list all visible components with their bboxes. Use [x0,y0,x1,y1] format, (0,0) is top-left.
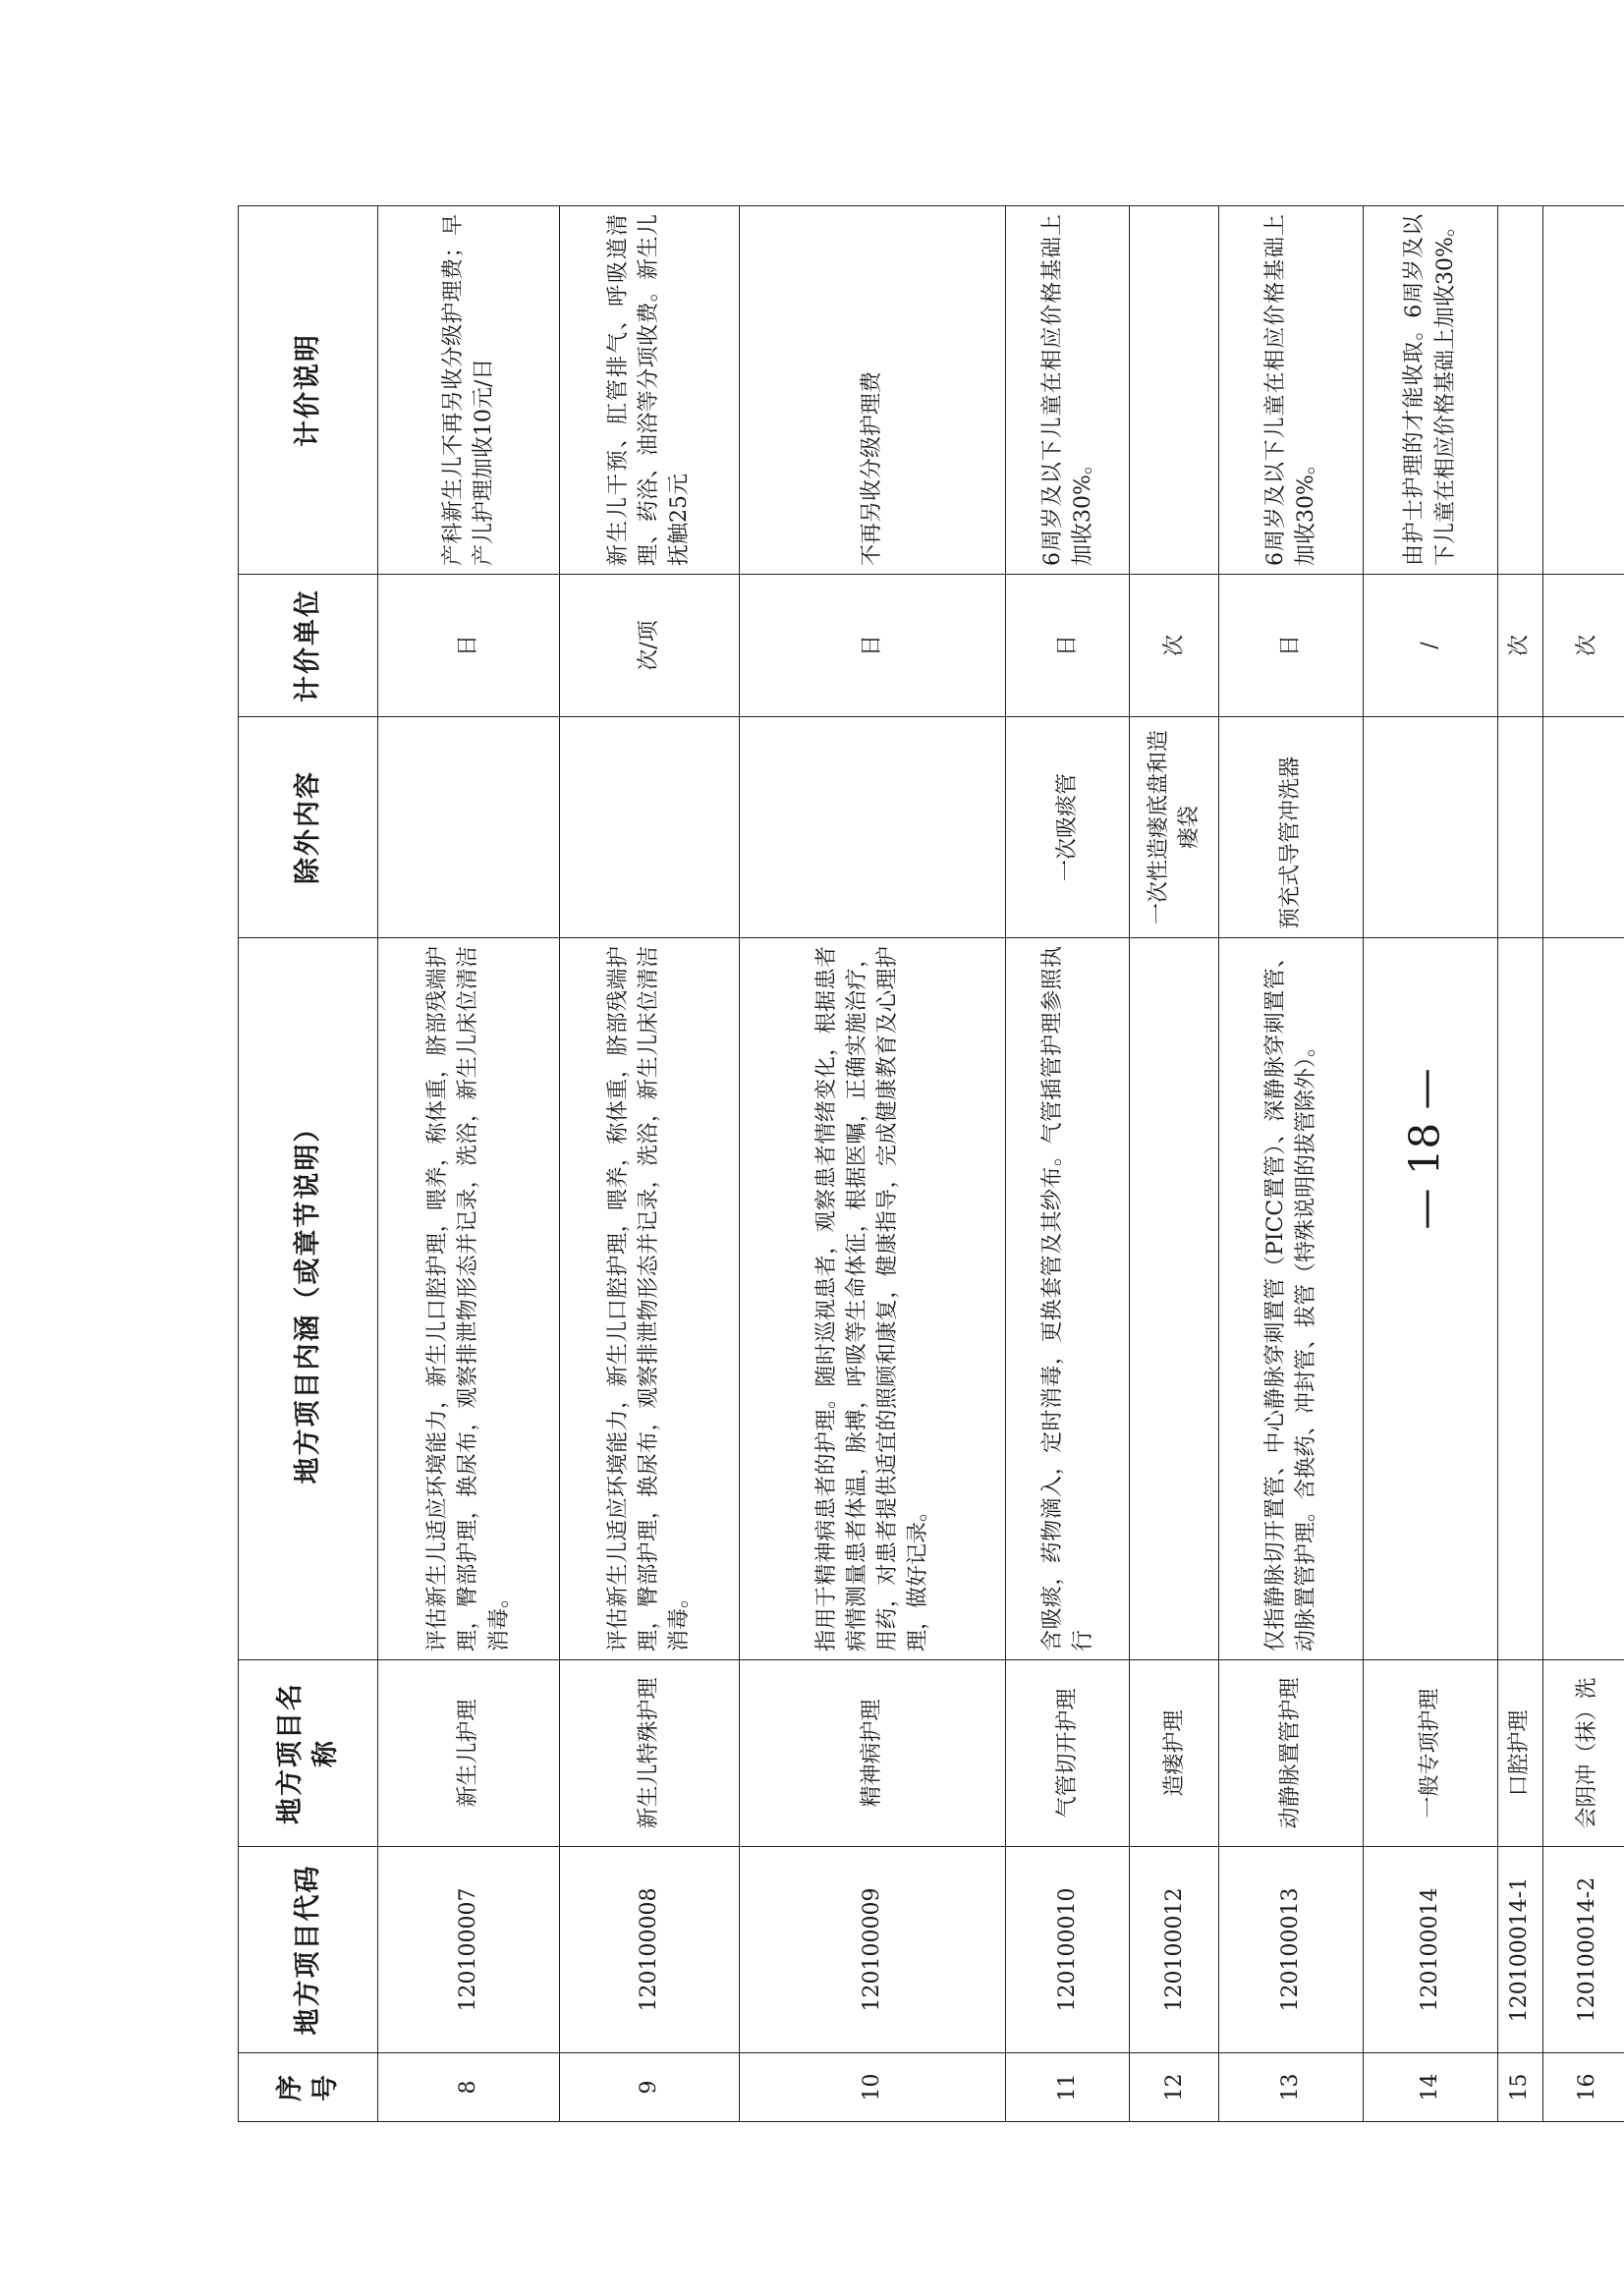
cell-name: 口腔护理 [1497,1660,1542,1847]
cell-content: 评估新生儿适应环境能力，新生儿口腔护理，喂养，称体重，脐部残端护理，臀部护理，换尿布，观察排泄物形态并记录，洗浴，新生儿床位清洁消毒。 [378,938,560,1660]
cell-name: 精神病护理 [739,1660,1006,1847]
cell-content: 评估新生儿适应环境能力，新生儿口腔护理，喂养，称体重，脐部残端护理，臀部护理，换尿布，观察排泄物形态并记录，洗浴，新生儿床位清洁消毒。 [560,938,740,1660]
cell-unit: 日 [1006,575,1130,717]
cell-content [1130,938,1219,1660]
cell-code: 120100010 [1006,1847,1130,2053]
cell-note [1130,206,1219,575]
cell-exclude [739,717,1006,938]
cell-note: 6周岁及以下儿童在相应价格基础上加收30%。 [1006,206,1130,575]
table-row [739,206,1006,2122]
cell-exclude: 一次性造瘘底盘和造瘘袋 [1130,717,1219,938]
cell-code: 120100013 [1219,1847,1363,2053]
cell-unit: 次 [1497,575,1542,717]
table-row [1130,206,1219,2122]
cell-code: 120100014-1 [1497,1847,1542,2053]
cell-note: 产科新生儿不再另收分级护理费；早产儿护理加收10元/日 [378,206,560,575]
header-name: 地方项目名称 [239,1660,378,1847]
cell-exclude [1363,717,1497,938]
page-number-text: — 18 — [1400,1068,1449,1230]
header-content: 地方项目内涵（或章节说明） [239,938,378,1660]
cell-code: 120100007 [378,1847,560,2053]
cell-seq: 14 [1363,2053,1497,2122]
cell-unit: / [1363,575,1497,717]
cell-note: 6周岁及以下儿童在相应价格基础上加收30%。 [1219,206,1363,575]
cell-name: 动静脉置管护理 [1219,1660,1363,1847]
cell-content [1497,938,1542,1660]
cell-code: 120100014 [1363,1847,1497,2053]
cell-note: 由护士护理的才能收取。6周岁及以下儿童在相应价格基础上加收30%。 [1363,206,1497,575]
table-row [1497,206,1542,2122]
cell-exclude [1542,717,1624,938]
cell-code: 120100012 [1130,1847,1219,2053]
header-note: 计价说明 [239,206,378,575]
page-number [1400,1051,1449,1244]
cell-code: 120100008 [560,1847,740,2053]
cell-unit: 次/项 [560,575,740,717]
cell-seq: 12 [1130,2053,1219,2122]
header-code: 地方项目代码 [239,1847,378,2053]
cell-seq: 9 [560,2053,740,2122]
cell-unit: 次 [1542,575,1624,717]
cell-seq: 8 [378,2053,560,2122]
cell-note [1497,206,1542,575]
cell-seq: 11 [1006,2053,1130,2122]
cell-exclude: 一次吸痰管 [1006,717,1130,938]
table-row [1006,206,1130,2122]
cell-exclude [1497,717,1542,938]
cell-seq: 10 [739,2053,1006,2122]
cell-unit: 次 [1130,575,1219,717]
cell-note: 新生儿干预、肛管排气、呼吸道清理、药浴、油浴等分项收费。新生儿抚触25元 [560,206,740,575]
cell-name: 新生儿特殊护理 [560,1660,740,1847]
header-unit: 计价单位 [239,575,378,717]
cell-content: 仅指静脉切开置管、中心静脉穿刺置管（PICC置管）、深静脉穿刺置管、动脉置管护理。含换药、冲封管、拔管（特殊说明的拔管除外）。 [1219,938,1363,1660]
cell-name: 新生儿护理 [378,1660,560,1847]
cell-note [1542,206,1624,575]
cell-seq: 15 [1497,2053,1542,2122]
cell-exclude [560,717,740,938]
cell-content: 含吸痰，药物滴入，定时消毒，更换套管及其纱布。气管插管护理参照执行 [1006,938,1130,1660]
table-row [378,206,560,2122]
header-seq: 序号 [239,2053,378,2122]
cell-name: 一般专项护理 [1363,1660,1497,1847]
cell-name: 气管切开护理 [1006,1660,1130,1847]
cell-name: 会阴冲（抹）洗 [1542,1660,1624,1847]
cell-content [1542,938,1624,1660]
cell-name: 造瘘护理 [1130,1660,1219,1847]
cell-unit: 日 [378,575,560,717]
cell-content: 指用于精神病患者的护理。随时巡视患者，观察患者情绪变化，根据患者病情测量患者体温，脉搏，呼吸等生命体征，根据医嘱，正确实施治疗，用药，对患者提供适宜的照顾和康复，健康指导，完成健康教育及心理护理，做好记录。 [739,938,1006,1660]
header-exclude: 除外内容 [239,717,378,938]
cell-code: 120100014-2 [1542,1847,1624,2053]
cell-unit: 日 [1219,575,1363,717]
table-row [1542,206,1624,2122]
cell-note: 不再另收分级护理费 [739,206,1006,575]
table-header-row [239,206,378,2122]
cell-exclude [378,717,560,938]
cell-content [1363,938,1497,1660]
cell-seq: 16 [1542,2053,1624,2122]
cell-code: 120100009 [739,1847,1006,2053]
cell-unit: 日 [739,575,1006,717]
cell-seq: 13 [1219,2053,1363,2122]
table-row [560,206,740,2122]
table-row [1219,206,1363,2122]
cell-exclude: 预充式导管冲洗器 [1219,717,1363,938]
